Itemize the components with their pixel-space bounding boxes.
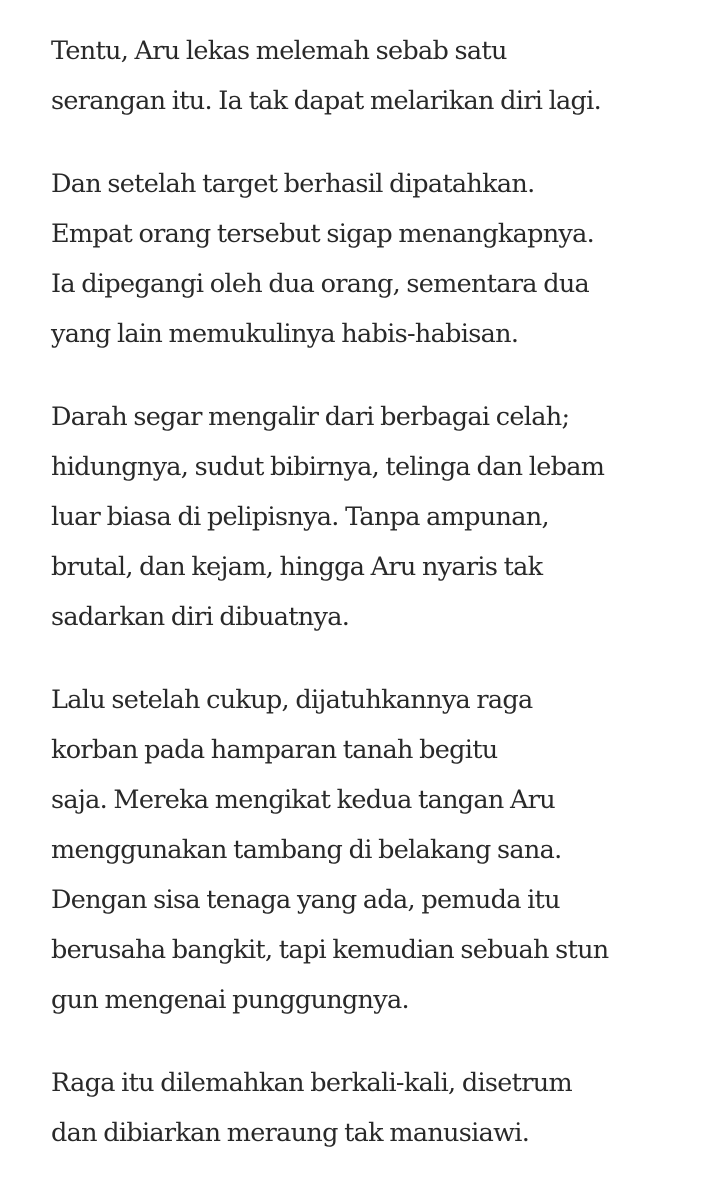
text-line: dan dibiarkan meraung tak manusiawi. bbox=[51, 1118, 530, 1148]
paragraph-2 bbox=[51, 159, 691, 359]
text-line: saja. Mereka mengikat kedua tangan Aru bbox=[51, 785, 555, 815]
text-line: serangan itu. Ia tak dapat melarikan diri lagi. bbox=[51, 86, 602, 116]
text-line: Empat orang tersebut sigap menangkapnya. bbox=[51, 219, 595, 249]
text-line: korban pada hamparan tanah begitu bbox=[51, 735, 498, 765]
text-line: Tentu, Aru lekas melemah sebab satu bbox=[51, 36, 507, 66]
paragraph-3 bbox=[51, 392, 691, 642]
text-line: Darah segar mengalir dari berbagai celah; bbox=[51, 402, 570, 432]
text-line: sadarkan diri dibuatnya. bbox=[51, 602, 350, 632]
text-line: Raga itu dilemahkan berkali-kali, disetrum bbox=[51, 1068, 572, 1098]
text-line: gun mengenai punggungnya. bbox=[51, 985, 409, 1015]
text-line: berusaha bangkit, tapi kemudian sebuah stun bbox=[51, 935, 609, 965]
text-line: menggunakan tambang di belakang sana. bbox=[51, 835, 562, 865]
text-line: Lalu setelah cukup, dijatuhkannya raga bbox=[51, 685, 533, 715]
text-line: hidungnya, sudut bibirnya, telinga dan lebam bbox=[51, 452, 605, 482]
text-line: luar biasa di pelipisnya. Tanpa ampunan, bbox=[51, 502, 549, 532]
text-line: yang lain memukulinya habis-habisan. bbox=[51, 319, 519, 349]
paragraph-4 bbox=[51, 675, 691, 1025]
article-body bbox=[51, 26, 691, 1191]
text-line: Dan setelah target berhasil dipatahkan. bbox=[51, 169, 535, 199]
paragraph-1 bbox=[51, 26, 691, 126]
text-line: brutal, dan kejam, hingga Aru nyaris tak bbox=[51, 552, 543, 582]
paragraph-5 bbox=[51, 1058, 691, 1158]
text-line: Ia dipegangi oleh dua orang, sementara dua bbox=[51, 269, 590, 299]
text-line: Dengan sisa tenaga yang ada, pemuda itu bbox=[51, 885, 560, 915]
